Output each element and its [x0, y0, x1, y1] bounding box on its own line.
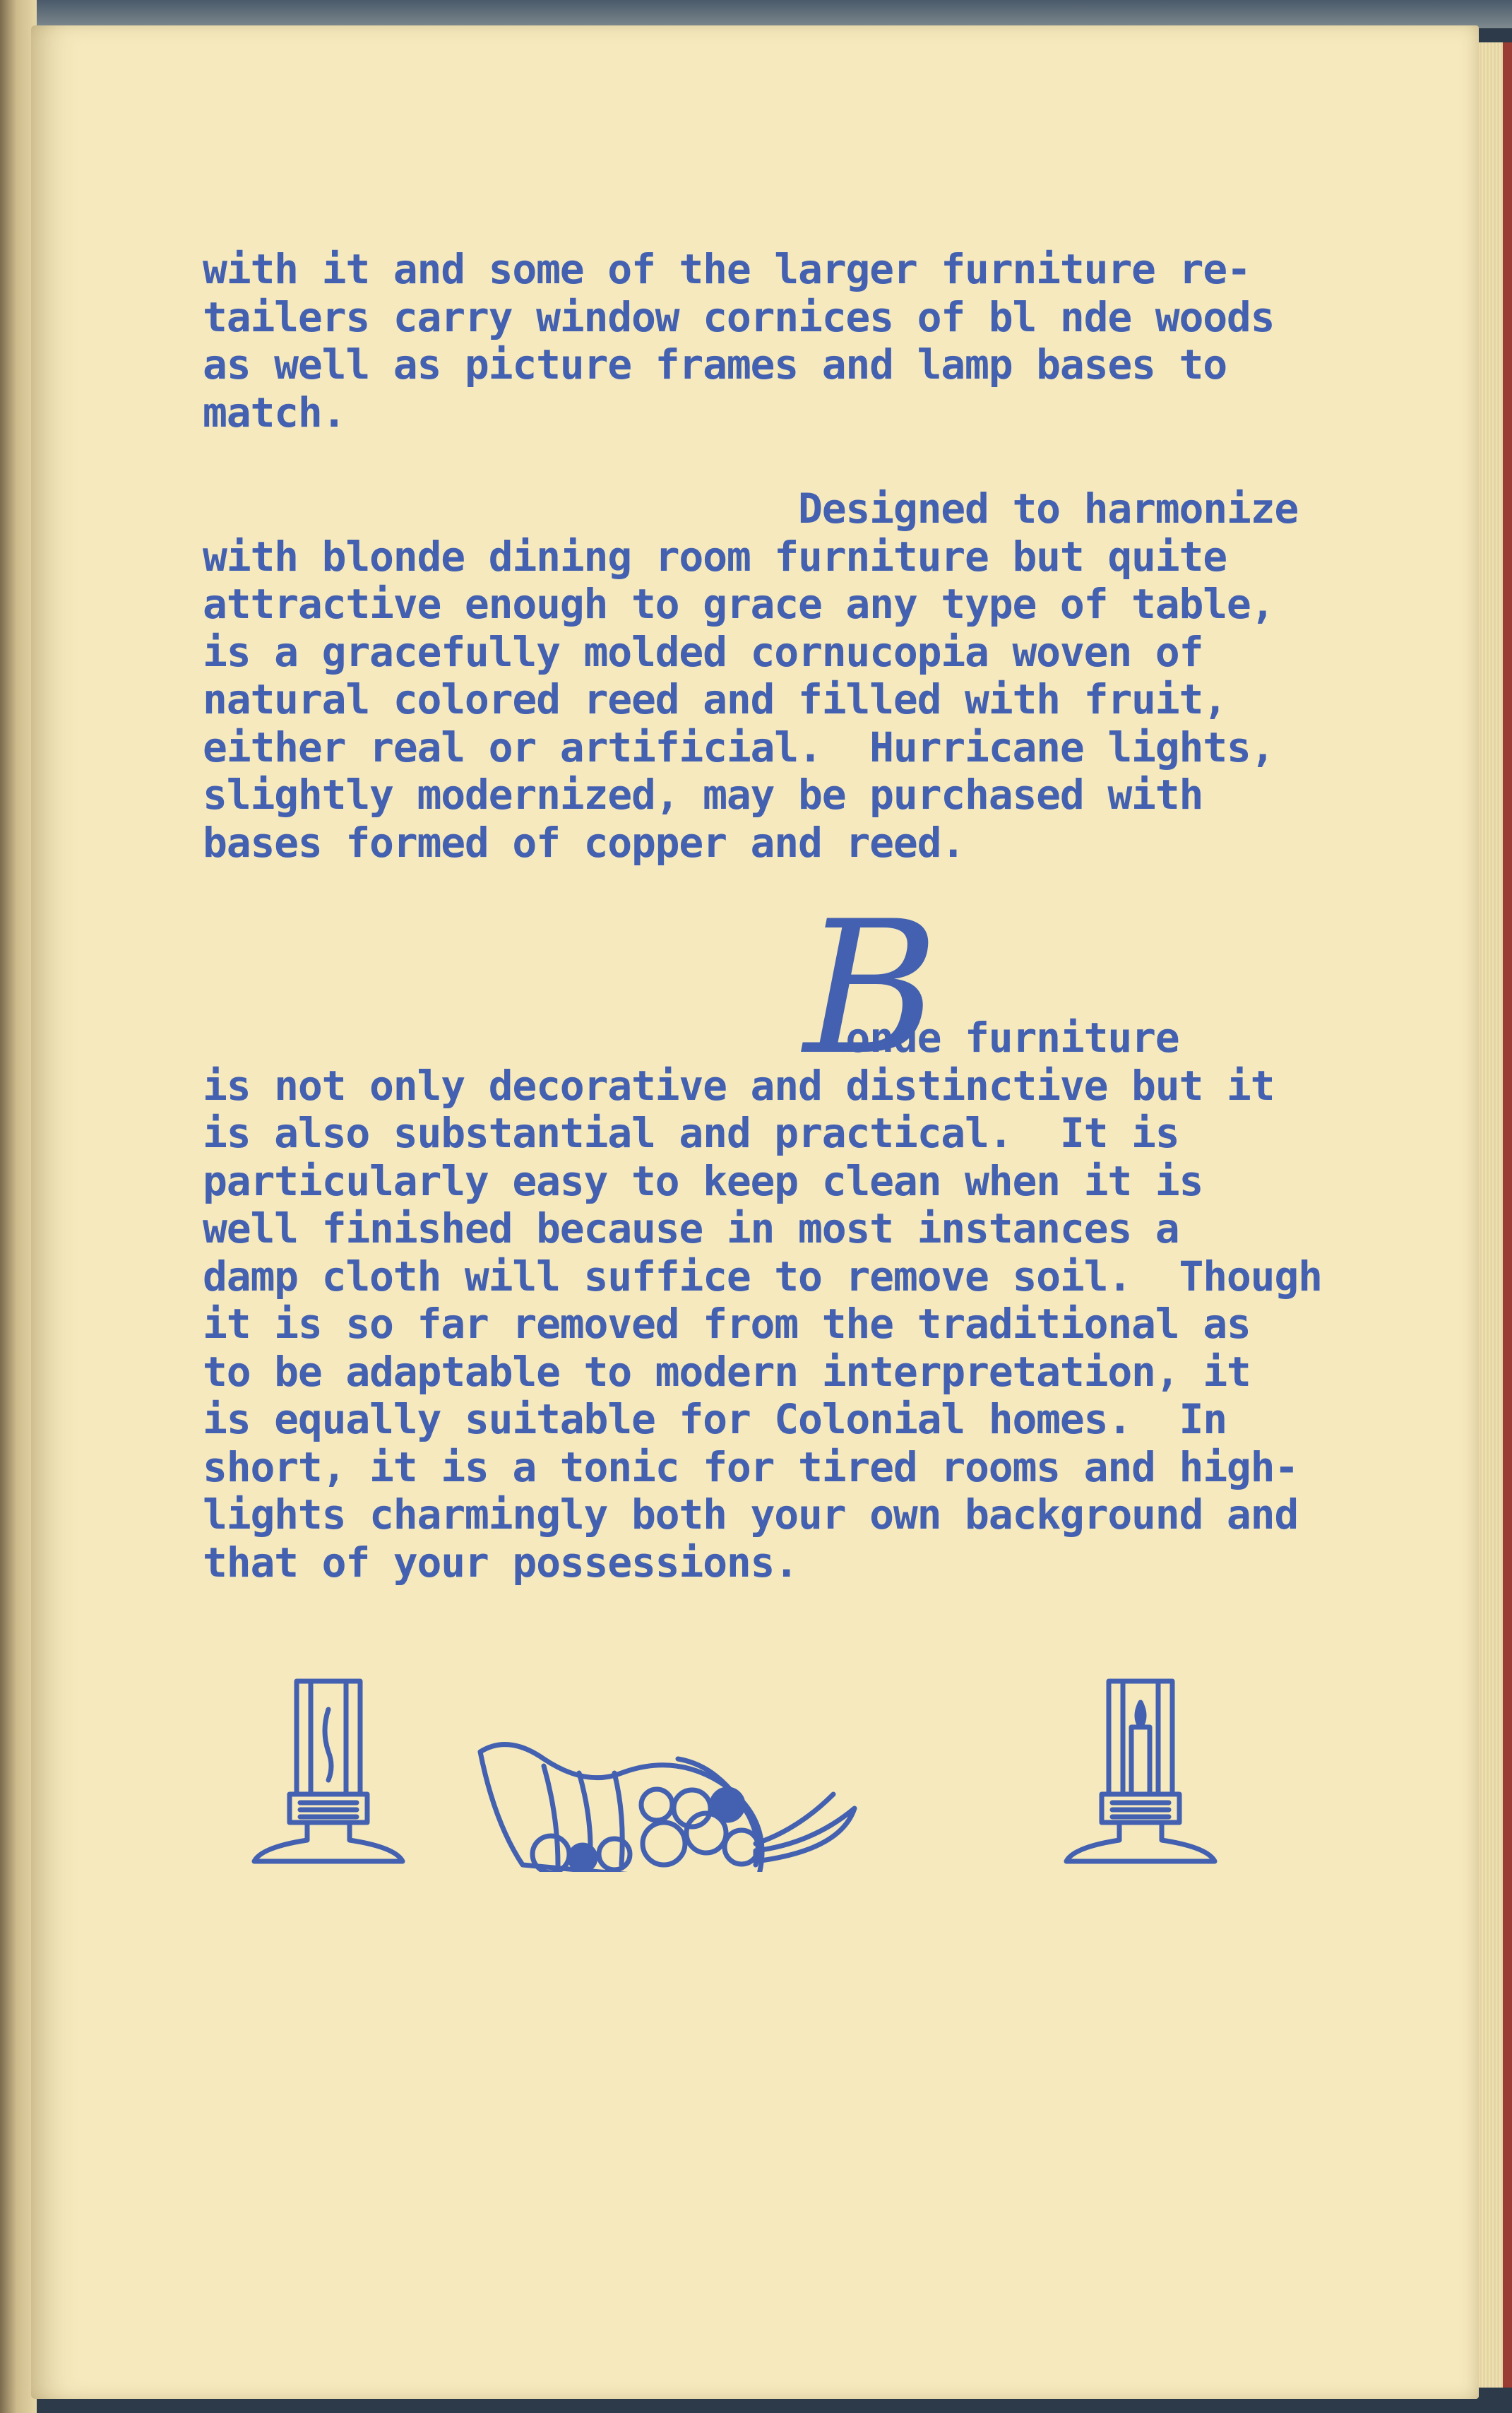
- book-cover-edge: [0, 0, 1512, 28]
- candle-holder-right-icon: [1066, 1681, 1215, 1861]
- paragraph-blonde-woods: with it and some of the larger furniture re- tailers carry window cornices of bl nde woods as well as picture frames and lamp bases to match.: [203, 245, 1275, 437]
- cornucopia-with-fruit-icon: [480, 1745, 855, 1872]
- paragraph-cornucopia: Designed to harmonize with blonde dining room furniture but quite attractive enough to grace any type of table, is a gracefully molded cornucopia woven of natural colored reed and filled with fruit, either real or artificial. Hurricane lights, slightly modernized, may be purchased with bases formed of copper and reed.: [203, 485, 1299, 867]
- candle-holder-left-icon: [254, 1681, 403, 1861]
- drop-cap: B: [804, 882, 939, 1096]
- page-fore-edge: [1479, 42, 1503, 2388]
- cover-board-edge: [1503, 42, 1512, 2388]
- cornucopia-illustration: [240, 1674, 1257, 1872]
- paragraph-blonde-furniture: londe furniture is not only decorative and distinctive but it is also substantial and practical. It is particularly easy to keep clean when it is well finished because in most instances a damp cloth will suffice to remove soil. Though it is so far removed from the traditional as to be adaptable to modern interpretation, it is equally suitable for Colonial homes. In short, it is a tonic for tired rooms and high- lights charmingly both your own background and that of your possessions.: [203, 1014, 1322, 1587]
